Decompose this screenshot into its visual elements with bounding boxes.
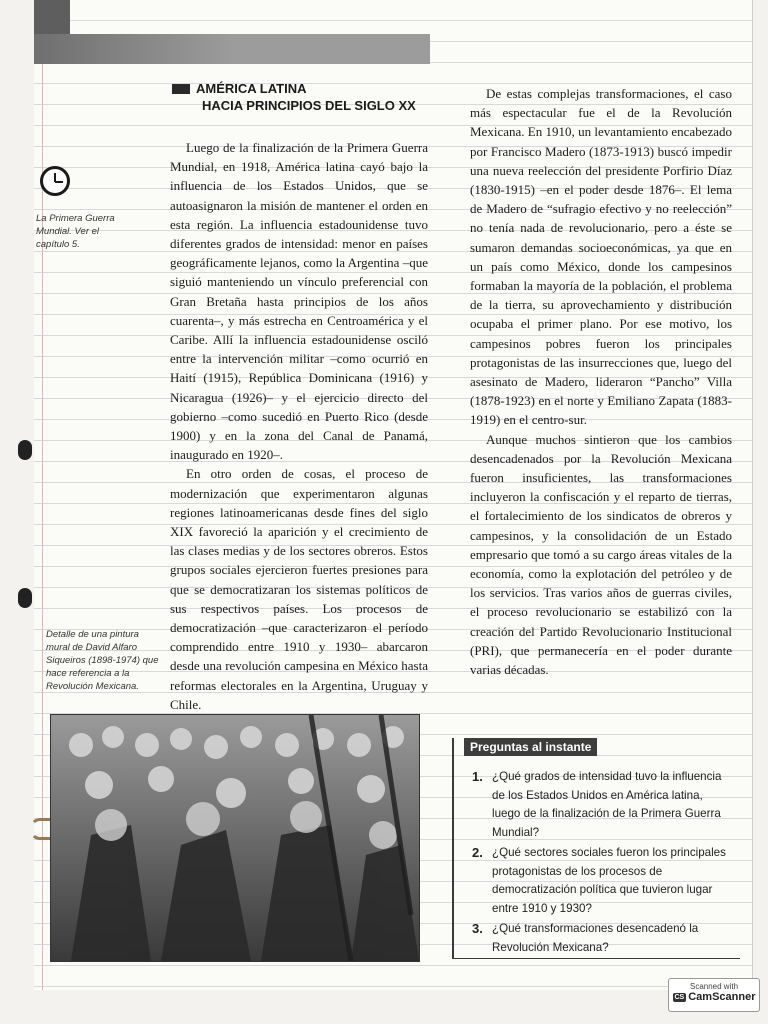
questions-box	[452, 738, 740, 959]
text-column-right	[470, 84, 732, 679]
chapter-reference-note: La Primera Guerra Mundial. Ver el capítulo 5.	[36, 213, 115, 250]
mural-illustration	[51, 715, 419, 961]
watermark-brand	[669, 991, 759, 1003]
clock-icon	[40, 166, 70, 196]
questions-header: Preguntas al instante	[464, 738, 597, 756]
question-number: 1.	[472, 769, 483, 784]
section-title	[172, 80, 432, 114]
text-column-left	[170, 138, 428, 714]
question-text: ¿Qué sectores sociales fueron los principales protagonistas de los procesos de democratización política que tuvieron lugar entre 1910 y 1930?	[492, 846, 726, 915]
binder-hole	[18, 588, 32, 608]
binder-hole	[18, 440, 32, 460]
paragraph: Aunque muchos sintieron que los cambios desencadenados por la Revolución Mexicana fueron insuficientes, las transformaciones incluyeron la confiscación y el reparto de tierras, el fortalecimiento de los sindicatos de obreros y campesinos, y la consolidación de un Estado empresario que tomó a su cargo áreas vitales de la economía, como la explotación del petróleo y de los servicios. Tras varios años de guerras civiles, el proceso revolucionario se estabilizó con la creación del Partido Revolucionario Institucional (PRI), que permanecería en el poder durante varias décadas.	[470, 431, 732, 678]
header-band-shade	[34, 34, 234, 64]
paragraph: De estas complejas transformaciones, el caso más espectacular fue el de la Revolución Mexicana. En 1910, un levantamiento encabezado por Francisco Madero (1873-1913) buscó impedir una nueva reelección del presidente Porfirio Díaz (1830-1915) –en el poder desde 1876–. El lema de Madero de “sufragio efectivo y no reelección” no tenía nada de revolucionario, pero a éste se sumaron demandas socioeconómicas, ya que en un país como México, donde los campesinos formaban la mayoría de la población, el problema de la tierra, su aprovechamiento y distribución ocupaba el primer plano. Por ese motivo, los campesinos pobres fueron los principales protagonistas de las insurrecciones que, luego del asesinato de Madero, lideraron “Pancho” Villa (1878-1923) en el norte y Emiliano Zapata (1883-1919) en el centro-sur.	[470, 86, 732, 428]
mural-image	[50, 714, 420, 962]
questions-list	[454, 768, 740, 957]
camscanner-logo-icon: CS	[674, 994, 685, 1001]
title-line-2: HACIA PRINCIPIOS DEL SIGLO XX	[202, 98, 416, 113]
question-item	[472, 844, 734, 918]
question-number: 3.	[472, 921, 483, 936]
watermark-caption: Scanned with	[689, 982, 739, 991]
margin-line	[42, 0, 43, 990]
title-line-1: AMÉRICA LATINA	[196, 81, 307, 96]
camscanner-watermark	[668, 978, 760, 1012]
mural-caption: Detalle de una pintura mural de David Alfaro Siqueiros (1898-1974) que hace referencia a la Revolución Mexicana.	[46, 629, 159, 692]
title-marker-icon	[172, 84, 190, 94]
paragraph: Luego de la finalización de la Primera Guerra Mundial, en 1918, América latina cayó bajo la influencia de los Estados Unidos, que se autoasignaron la misión de mantener el orden en esta región. La influencia estadounidense tuvo diferentes grados de intensidad: menor en países geográficamente lejanos, como la Argentina –que siguió manteniendo un vínculo preferencial con Gran Bretaña hasta principios de los años cuarenta–, y más estrecha en Centroamérica y el Caribe. Allí la influencia estadounidense osciló entre la intervención militar –como ocurrió en Haití (1915), República Dominicana (1916) y Nicaragua (1926)– y el ejercicio directo del gobierno –como sucedió en Puerto Rico (desde 1900) y en la zona del Canal de Panamá, inaugurado en 1920–.	[170, 140, 428, 463]
question-item	[472, 768, 734, 842]
question-text: ¿Qué transformaciones desencadenó la Revolución Mexicana?	[492, 922, 699, 954]
paragraph: En otro orden de cosas, el proceso de modernización que experimentaron algunas regiones latinoamericanas desde fines del siglo XIX favoreció la aparición y el crecimiento de las clases medias y de los sectores obreros. Estos grupos sociales ejercieron fuertes presiones para que se democratizaran los sistemas políticos de sus respectivos países. Los procesos de democratización –que caracterizaron el período comprendido entre 1910 y 1930– abarcaron desde una revolución campesina en México hasta reformas electorales en la Argentina, Uruguay y Chile.	[170, 466, 428, 712]
question-text: ¿Qué grados de intensidad tuvo la influencia de los Estados Unidos en América latina, luego de la finalización de la Primera Guerra Mundial?	[492, 770, 722, 839]
question-number: 2.	[472, 845, 483, 860]
corner-tab	[34, 0, 70, 34]
watermark-brand-text: CamScanner	[688, 991, 756, 1003]
question-item	[472, 920, 734, 957]
